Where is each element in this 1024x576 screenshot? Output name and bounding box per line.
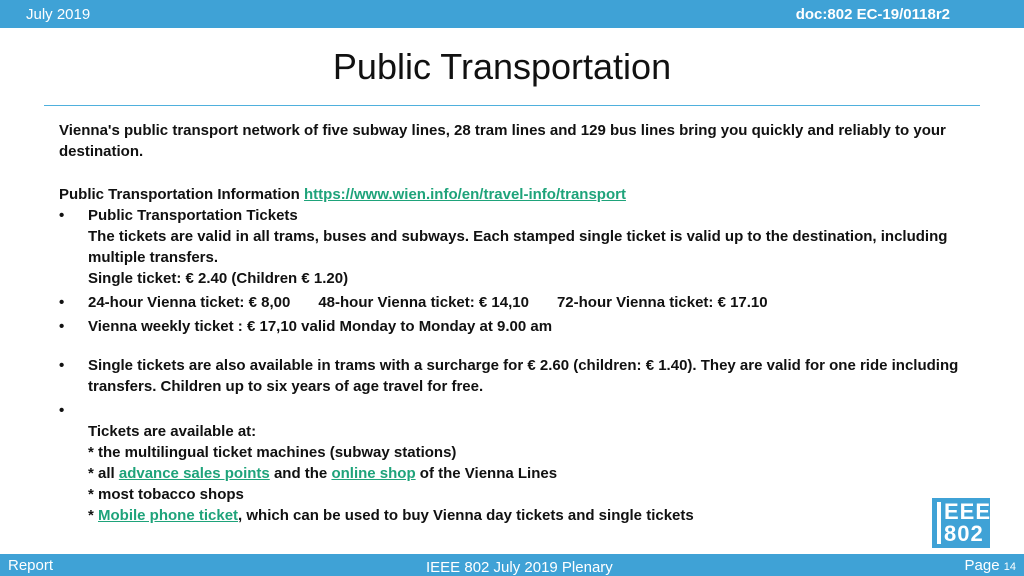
- bullet-dot: •: [59, 294, 65, 311]
- tickets-text: The tickets are valid in all trams, buses and subways. Each stamped single ticket is valid up to the destination, including multiple transfers.: [88, 228, 948, 266]
- header-doc-id: doc:802 EC-19/0118r2: [795, 6, 950, 23]
- availability-mobile: * Mobile phone ticket, which can be used to buy Vienna day tickets and single tickets: [88, 507, 694, 524]
- advance-sales-link[interactable]: advance sales points: [118, 465, 270, 482]
- weekly-ticket-text: Vienna weekly ticket : € 17,10 valid Monday to Monday at 9.00 am: [88, 318, 553, 335]
- footer-report: Report: [8, 557, 54, 574]
- bullet-dot: •: [59, 357, 65, 374]
- page-title: Public Transportation: [332, 46, 672, 87]
- bullet-tickets: [59, 205, 979, 289]
- availability-sales-points: * all advance sales points and the online shop of the Vienna Lines: [88, 465, 558, 482]
- tickets-heading: Public Transportation Tickets: [88, 207, 298, 224]
- bullet-day-tickets: [59, 292, 979, 313]
- info-label: Public Transportation Information: [59, 186, 300, 203]
- online-shop-link[interactable]: online shop: [331, 465, 416, 482]
- bullet-dot: •: [59, 402, 65, 419]
- header-bar: [0, 0, 1024, 28]
- info-line: [59, 184, 979, 205]
- page-number: 14: [1003, 561, 1016, 573]
- availability-machines: * the multilingual ticket machines (subway stations): [88, 444, 457, 461]
- slide-content: [59, 120, 979, 526]
- availability-heading: Tickets are available at:: [88, 423, 257, 440]
- bullet-tram-tickets: [59, 355, 979, 397]
- bullet-dot: •: [59, 318, 65, 335]
- bullet-availability: [59, 400, 979, 526]
- single-ticket-price: Single ticket: € 2.40 (Children € 1.20): [88, 270, 349, 287]
- mobile-ticket-link[interactable]: Mobile phone ticket: [98, 507, 239, 524]
- availability-tobacco: * most tobacco shops: [88, 486, 244, 503]
- bullet-dot: •: [59, 207, 65, 224]
- ticket-72h: 72-hour Vienna ticket: € 17.10: [556, 294, 768, 311]
- footer-event: IEEE 802 July 2019 Plenary: [426, 559, 613, 576]
- title-divider: [44, 105, 980, 106]
- intro-paragraph: Vienna's public transport network of five subway lines, 28 tram lines and 129 bus lines bring you quickly and reliably to your destination.: [59, 122, 946, 160]
- footer-bar: [0, 554, 1024, 576]
- ticket-24h: 24-hour Vienna ticket: € 8,00: [88, 294, 291, 311]
- bullet-weekly-ticket: [59, 316, 979, 337]
- info-link[interactable]: https://www.wien.info/en/travel-info/transport: [304, 186, 626, 203]
- footer-page: Page 14: [964, 557, 1016, 574]
- ieee-802-logo: EEE 802: [932, 498, 990, 548]
- tram-ticket-text: Single tickets are also available in trams with a surcharge for € 2.60 (children: € 1.40). They are valid for one ride including transfers. Children up to six years of age travel for free.: [88, 357, 959, 395]
- header-date: July 2019: [26, 6, 91, 23]
- ticket-48h: 48-hour Vienna ticket: € 14,10: [318, 294, 529, 311]
